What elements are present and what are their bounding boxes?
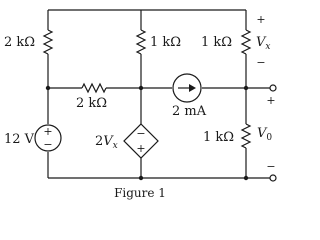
dep-var: V xyxy=(103,134,113,149)
v0-minus-sign: − xyxy=(266,160,276,173)
figure-caption: Figure 1 xyxy=(114,186,166,200)
label-r-top-right: 1 kΩ xyxy=(201,35,233,50)
dvs-minus-sign: − xyxy=(136,127,146,140)
resistor-top-left xyxy=(44,30,52,54)
resistor-top-right xyxy=(242,30,250,54)
vx-sub: x xyxy=(265,42,271,52)
terminal-top xyxy=(270,85,276,91)
label-r-top-mid: 1 kΩ xyxy=(150,35,182,50)
label-r-bottom-right: 1 kΩ xyxy=(203,130,235,145)
label-r-middle: 2 kΩ xyxy=(76,96,108,111)
v0-plus-sign: + xyxy=(266,94,276,107)
terminal-bottom xyxy=(270,175,276,181)
dvs-plus-sign: + xyxy=(136,142,146,155)
vx-var: V xyxy=(256,35,266,50)
resistor-top-mid xyxy=(137,30,145,54)
v0-sub: 0 xyxy=(266,133,273,143)
label-dependent-source xyxy=(95,134,118,151)
vs-minus-sign: − xyxy=(43,138,53,151)
label-current-source: 2 mA xyxy=(172,104,207,119)
vx-plus-sign: + xyxy=(256,13,266,26)
dep-sub: x xyxy=(112,141,118,151)
label-voltage-source: 12 V xyxy=(4,132,35,147)
resistor-bottom-right xyxy=(242,124,250,148)
label-v0 xyxy=(257,126,272,143)
node-dot-left xyxy=(46,86,50,90)
label-r-top-left: 2 kΩ xyxy=(4,35,36,50)
label-vx xyxy=(256,35,270,52)
resistor-middle xyxy=(82,84,106,92)
v0-var: V xyxy=(257,126,267,141)
node-dot-right xyxy=(244,86,248,90)
vx-minus-sign: − xyxy=(256,56,266,69)
dep-coeff: 2 xyxy=(95,134,104,149)
node-dot-middle xyxy=(139,86,143,90)
vs-plus-sign: + xyxy=(43,125,53,138)
node-dot-bottom-mid xyxy=(139,176,143,180)
node-dot-bottom-right xyxy=(244,176,248,180)
